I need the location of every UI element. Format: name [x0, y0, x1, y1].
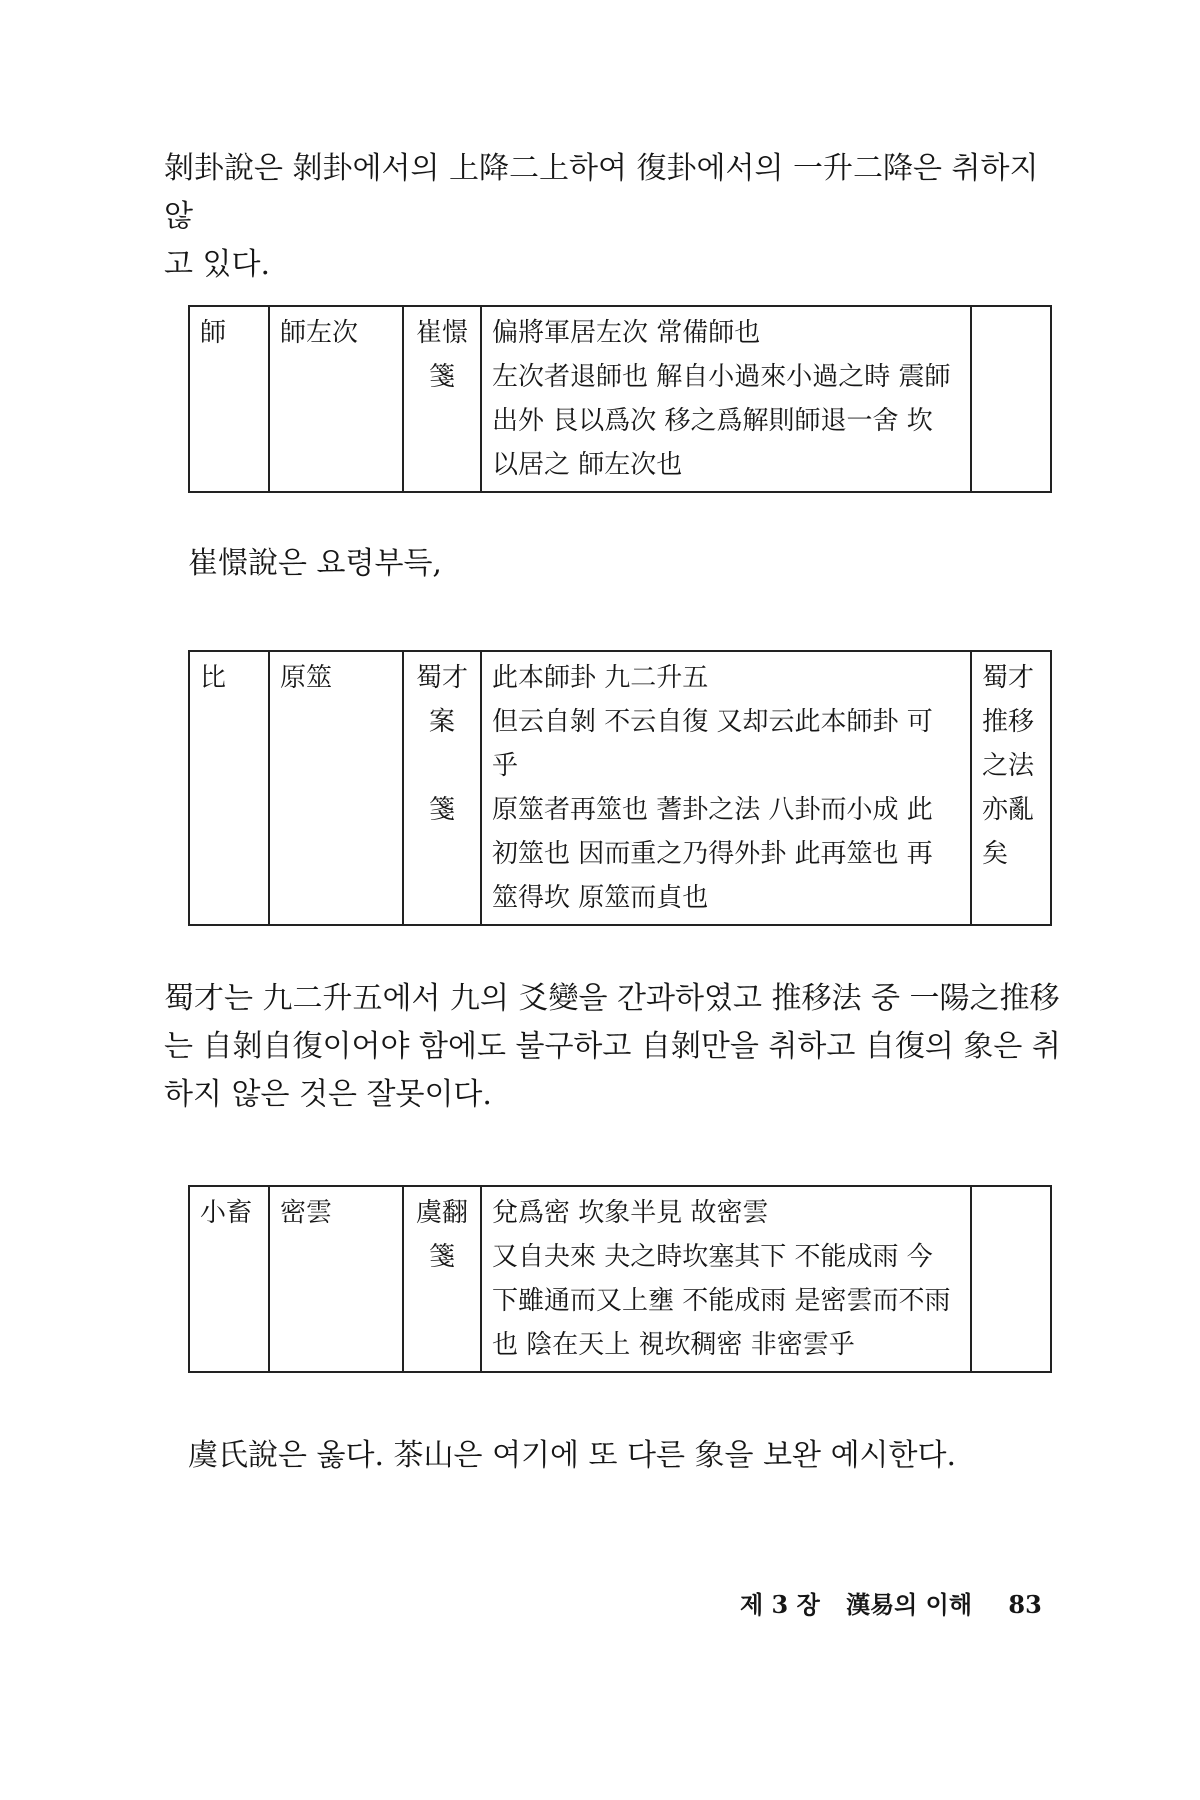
table-row: [189, 651, 1051, 925]
table-entry-1: [188, 305, 1052, 493]
hexagram-cell: 比: [189, 651, 269, 925]
note-cell: [971, 1186, 1051, 1372]
commentary-cell: 兌爲密 坎象半見 故密雲 又自夬來 夬之時坎塞其下 不能成雨 今 下雖通而又上壅 不能成雨 是密雲而不雨 也 陰在天上 視坎稠密 非密雲乎: [481, 1186, 971, 1372]
table-entry-3: [188, 1185, 1052, 1373]
page-footer: [740, 1585, 1060, 1620]
paragraph-2: 崔憬說은 요령부득,: [188, 546, 442, 581]
paragraph-3: 蜀才는 九二升五에서 九의 爻變을 간과하였고 推移法 중 一陽之推移 는 自剝自復이어야 함에도 불구하고 自剝만을 취하고 自復의 象은 취 하지 않은 것은 잘못이다.: [164, 981, 1061, 1112]
paragraph-1: 剝卦說은 剝卦에서의 上降二上하여 復卦에서의 一升二降은 취하지 않 고 있다.: [164, 151, 1039, 282]
table-entry-2: [188, 650, 1052, 926]
table-row: [189, 306, 1051, 492]
source-cell: 崔憬 箋: [403, 306, 481, 492]
phrase-cell: 師左次: [269, 306, 403, 492]
phrase-cell: 密雲: [269, 1186, 403, 1372]
chapter-label: 제 3 장: [740, 1590, 820, 1619]
paragraph-4: 虞氏說은 옳다. 茶山은 여기에 또 다른 象을 보완 예시한다.: [188, 1438, 957, 1473]
table-row: [189, 1186, 1051, 1372]
hexagram-cell: 師: [189, 306, 269, 492]
page-number: 83: [1008, 1590, 1042, 1619]
source-cell: 虞翻 箋: [403, 1186, 481, 1372]
note-cell: 蜀才 推移 之法 亦亂 矣: [971, 651, 1051, 925]
chapter-title: 漢易의 이해: [846, 1590, 973, 1619]
phrase-cell: 原筮: [269, 651, 403, 925]
hexagram-cell: 小畜: [189, 1186, 269, 1372]
commentary-cell: 此本師卦 九二升五 但云自剝 不云自復 又却云此本師卦 可 乎 原筮者再筮也 蓍卦之法 八卦而小成 此 初筮也 因而重之乃得外卦 此再筮也 再 筮得坎 原筮而貞也: [481, 651, 971, 925]
commentary-cell: 偏將軍居左次 常備師也 左次者退師也 解自小過來小過之時 震師 出外 艮以爲次 移之爲解則師退一舍 坎 以居之 師左次也: [481, 306, 971, 492]
note-cell: [971, 306, 1051, 492]
source-cell: 蜀才 案 箋: [403, 651, 481, 925]
